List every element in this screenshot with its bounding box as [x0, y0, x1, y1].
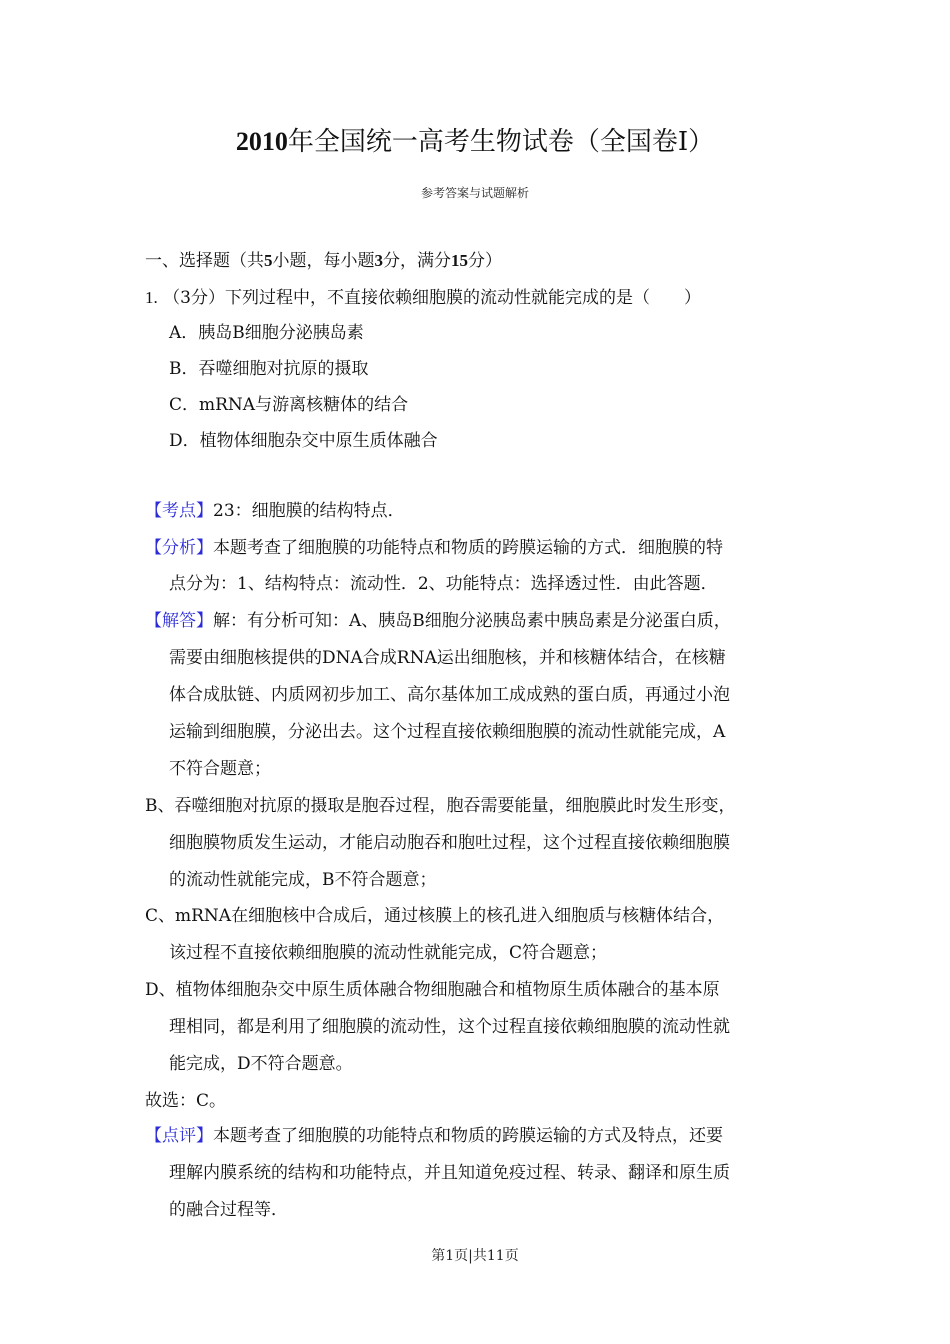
fenxi-line: 本题考查了细胞膜的功能特点和物质的跨膜运输的方式．细胞膜的特 [213, 538, 723, 558]
option-text: 胰岛B细胞分泌胰岛素 [198, 323, 364, 343]
jieda-section [145, 609, 731, 633]
option-b-explanation: B、吞噬细胞对抗原的摄取是胞吞过程，胞吞需要能量，细胞膜此时发生形变， [145, 796, 736, 816]
heading-mid1: 小题，每小题 [272, 251, 375, 271]
fenxi-section [145, 536, 723, 560]
question-number: 1. [145, 288, 158, 307]
document-subtitle: 参考答案与试题解析 [420, 186, 529, 200]
jieda-line: 需要由细胞核提供的DNA合成RNA运出细胞核，并和核糖体结合，在核糖 [169, 648, 726, 668]
option-d-explanation: 能完成，D不符合题意。 [169, 1054, 353, 1074]
score-each: 3 [374, 251, 383, 270]
document-title [0, 122, 950, 162]
option-label: B． [169, 359, 199, 379]
dianping-line: 的融合过程等． [169, 1200, 288, 1220]
dianping-section [145, 1124, 723, 1148]
option-b-explanation: 细胞膜物质发生运动，才能启动胞吞和胞吐过程，这个过程直接依赖细胞膜 [169, 833, 730, 853]
dianping-line: 理解内膜系统的结构和功能特点，并且知道免疫过程、转录、翻译和原生质 [169, 1163, 730, 1183]
option-text: 吞噬细胞对抗原的摄取 [198, 359, 369, 379]
option-text: 植物体细胞杂交中原生质体融合 [199, 431, 438, 451]
kaodian-section [145, 499, 405, 523]
option-b-explanation: 的流动性就能完成，B不符合题意； [169, 870, 437, 890]
jieda-line: 不符合题意； [169, 759, 271, 779]
option-a [169, 321, 364, 345]
question-stem [145, 286, 701, 310]
option-text: mRNA与游离核糖体的结合 [199, 395, 409, 415]
kaodian-text: 23：细胞膜的结构特点． [213, 501, 405, 521]
option-d-explanation: D、植物体细胞杂交中原生质体融合物细胞融合和植物原生质体融合的基本原 [145, 980, 720, 1000]
option-c-explanation: C、mRNA在细胞核中合成后，通过核膜上的核孔进入细胞质与核糖体结合， [145, 906, 725, 926]
kaodian-label: 【考点】 [145, 501, 213, 521]
title-text: 年全国统一高考生物试卷（全国卷Ⅰ） [287, 127, 715, 157]
option-c [169, 393, 408, 417]
fenxi-line: 点分为：1、结构特点：流动性．2、功能特点：选择透过性．由此答题． [169, 574, 718, 594]
jieda-line: 体合成肽链、内质网初步加工、高尔基体加工成成熟的蛋白质，再通过小泡 [169, 685, 730, 705]
option-label: A． [169, 323, 199, 343]
jieda-line: 解：有分析可知：A、胰岛B细胞分泌胰岛素中胰岛素是分泌蛋白质， [213, 611, 731, 631]
jieda-line: 运输到细胞膜，分泌出去。这个过程直接依赖细胞膜的流动性就能完成，A [169, 722, 726, 742]
heading-prefix: 一、选择题（共 [145, 251, 264, 271]
fenxi-label: 【分析】 [145, 538, 213, 558]
final-answer: 故选：C。 [145, 1091, 227, 1111]
score-total: 15 [451, 251, 468, 270]
title-year: 2010 [235, 127, 288, 156]
section-heading [145, 249, 502, 273]
question-text: （3分）下列过程中，不直接依赖细胞膜的流动性就能完成的是（ ） [163, 288, 701, 308]
dianping-line: 本题考查了细胞膜的功能特点和物质的跨膜运输的方式及特点，还要 [213, 1126, 723, 1146]
option-label: C． [169, 395, 200, 415]
option-label: D． [169, 431, 200, 451]
heading-suffix: 分） [468, 251, 502, 271]
question-count: 5 [264, 251, 273, 270]
jieda-label: 【解答】 [145, 611, 213, 631]
option-c-explanation: 该过程不直接依赖细胞膜的流动性就能完成，C符合题意； [169, 943, 608, 963]
option-d [169, 429, 438, 453]
heading-mid2: 分，满分 [383, 251, 451, 271]
option-d-explanation: 理相同，都是利用了细胞膜的流动性，这个过程直接依赖细胞膜的流动性就 [169, 1017, 730, 1037]
dianping-label: 【点评】 [145, 1126, 213, 1146]
page-footer: 第1页|共11页 [431, 1248, 519, 1264]
option-b [169, 357, 369, 381]
